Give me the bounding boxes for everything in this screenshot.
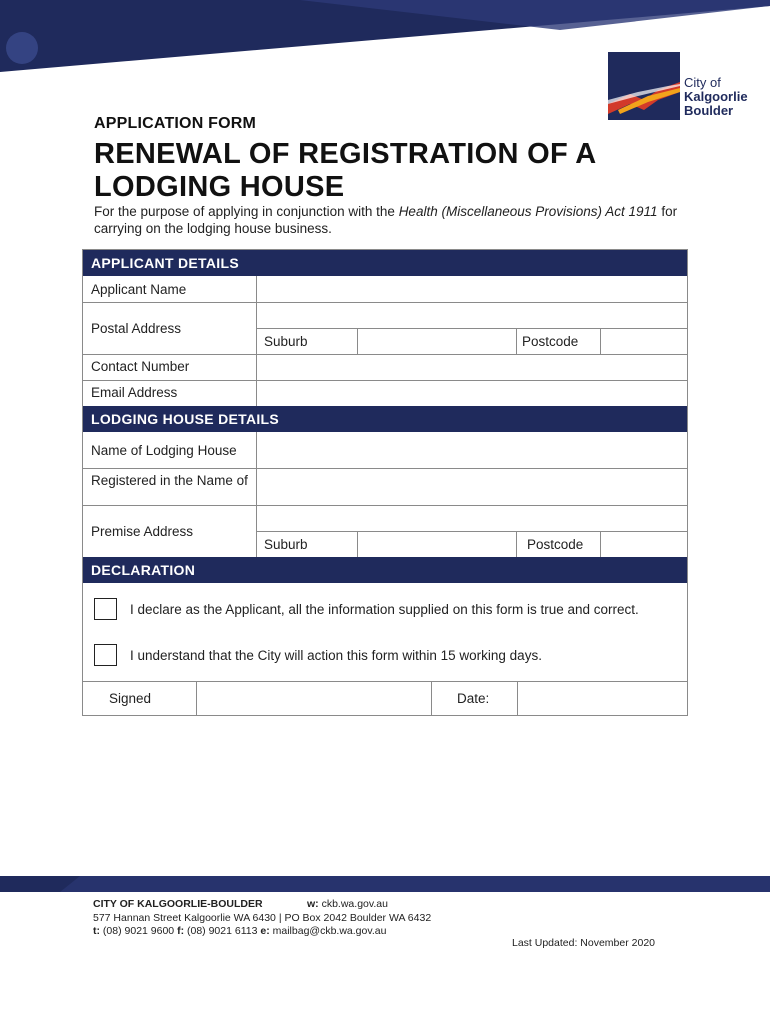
premise-postcode-label: Postcode (527, 537, 584, 552)
postal-address-input[interactable] (257, 303, 687, 328)
premise-postcode-input[interactable] (601, 532, 687, 557)
application-form (82, 249, 688, 716)
footer-decoration (0, 876, 770, 892)
footer-email[interactable]: mailbag@ckb.wa.gov.au (272, 925, 387, 937)
email-address-label: Email Address (91, 385, 178, 400)
premise-address-input[interactable] (257, 506, 687, 531)
purpose-act: Health (Miscellaneous Provisions) Act 1911 (398, 204, 658, 219)
date-label: Date: (457, 691, 490, 706)
lodging-name-input[interactable] (257, 432, 687, 468)
declaration-text-2: I understand that the City will action this form within 15 working days. (130, 648, 542, 663)
applicant-suburb-label: Suburb (264, 334, 308, 349)
postal-address-label: Postal Address (91, 321, 182, 336)
footer-fax: (08) 9021 6113 (187, 925, 258, 937)
footer-org: CITY OF KALGOORLIE-BOULDER (93, 898, 263, 910)
registered-name-input[interactable] (257, 469, 687, 505)
declaration-checkbox-2[interactable] (94, 644, 117, 666)
premise-suburb-input[interactable] (358, 532, 516, 557)
applicant-name-input[interactable] (257, 276, 687, 302)
logo-line1: City of (684, 75, 721, 90)
footer-phone: (08) 9021 9600 (102, 925, 175, 937)
form-label: APPLICATION FORM (94, 115, 257, 132)
declaration-heading: DECLARATION (83, 557, 687, 583)
contact-number-label: Contact Number (91, 359, 190, 374)
footer-web: w: ckb.wa.gov.au (307, 898, 388, 910)
title-line2: LODGING HOUSE (94, 171, 345, 203)
applicant-postcode-input[interactable] (601, 329, 687, 354)
contact-number-input[interactable] (257, 355, 687, 380)
applicant-name-label: Applicant Name (91, 282, 187, 297)
email-address-input[interactable] (257, 381, 687, 406)
applicant-details-heading: APPLICANT DETAILS (83, 250, 687, 276)
footer-contacts: t: (08) 9021 9600 f: (08) 9021 6113 e: mailbag@ckb.wa.gov.au (93, 925, 387, 937)
logo-text (684, 76, 748, 118)
declaration-text-1: I declare as the Applicant, all the information supplied on this form is true and correct. (130, 602, 639, 617)
footer-address: 577 Hannan Street Kalgoorlie WA 6430 | PO Box 2042 Boulder WA 6432 (93, 911, 432, 924)
purpose-text (94, 203, 684, 237)
logo-line2: Kalgoorlie (684, 89, 748, 104)
last-updated: Last Updated: November 2020 (512, 937, 656, 949)
signed-label: Signed (109, 691, 152, 706)
premise-address-label: Premise Address (91, 524, 194, 539)
applicant-suburb-input[interactable] (358, 329, 516, 354)
page-title (94, 138, 694, 204)
logo-line3: Boulder (684, 103, 734, 118)
footer-web-link[interactable]: ckb.wa.gov.au (321, 898, 388, 910)
declaration-checkbox-1[interactable] (94, 598, 117, 620)
city-logo (608, 52, 760, 120)
purpose-pre: For the purpose of applying in conjunction with the (94, 204, 399, 219)
date-field[interactable] (518, 682, 687, 715)
logo-mark-icon (608, 52, 680, 120)
signature-field[interactable] (197, 682, 431, 715)
footer (93, 898, 431, 939)
purpose-post: for carrying on the lodging house business. (94, 204, 678, 236)
lodging-house-heading: LODGING HOUSE DETAILS (83, 406, 687, 432)
registered-name-label: Registered in the Name of (91, 473, 248, 488)
lodging-name-label: Name of Lodging House (91, 443, 237, 458)
premise-suburb-label: Suburb (264, 537, 308, 552)
applicant-postcode-label: Postcode (522, 334, 579, 349)
title-line1: RENEWAL OF REGISTRATION OF A (94, 138, 597, 170)
